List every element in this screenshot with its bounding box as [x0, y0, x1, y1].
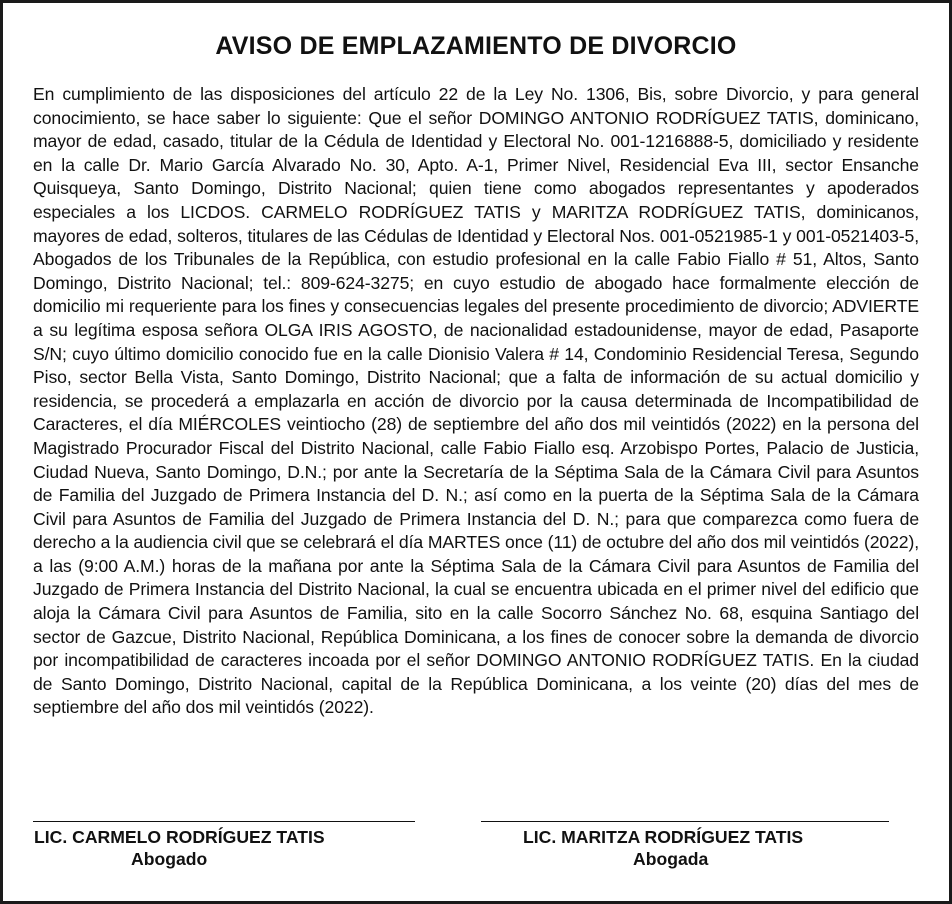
- notice-title: AVISO DE EMPLAZAMIENTO DE DIVORCIO: [215, 32, 737, 60]
- signatory-role: Abogada: [633, 849, 709, 869]
- signature-line: [33, 821, 415, 822]
- signatory-name: LIC. CARMELO RODRÍGUEZ TATIS: [34, 827, 325, 847]
- signature-block-maritza: [481, 821, 889, 870]
- signature-line: [481, 821, 889, 822]
- signatory-name: LIC. MARITZA RODRÍGUEZ TATIS: [523, 827, 804, 847]
- notice-body: En cumplimiento de las disposiciones del artículo 22 de la Ley No. 1306, Bis, sobre Divorcio, y para general conocimiento, se hace saber lo siguiente: Que el señor DOMINGO ANTONIO RODRÍGUEZ TATIS, dominicano, mayor de edad, casado, titular de la Cédula de Identidad y Electoral No. 001-1216888-5, domiciliado y residente en la calle Dr. Mario García Alvarado No. 30, Apto. A-1, Primer Nivel, Residencial Eva III, sector Ensanche Quisqueya, Santo Domingo, Distrito Nacional; quien tiene como abogados representantes y apoderados especiales a los LICDOS. CARMELO RODRÍGUEZ TATIS y MARITZA RODRÍGUEZ TATIS, dominicanos, mayores de edad, solteros, titulares de las Cédulas de Identidad y Electoral Nos. 001-0521985-1 y 001-0521403-5, Abogados de los Tribunales de la República, con estudio profesional en la calle Fabio Fiallo # 51, Altos, Santo Domingo, Distrito Nacional; tel.: 809-624-3275; en cuyo estudio de abogado hace formalmente elección de domicilio mi requeriente para los fines y consecuencias legales del presente procedimiento de divorcio; ADVIERTE a su legítima esposa señora OLGA IRIS AGOSTO, de nacionalidad estadounidense, mayor de edad, Pasaporte S/N; cuyo último domicilio conocido fue en la calle Dionisio Valera # 14, Condominio Residencial Teresa, Segundo Piso, sector Bella Vista, Santo Domingo, Distrito Nacional; que a falta de información de su actual domicilio y residencia, se procederá a emplazarla en acción de divorcio por la causa determinada de Incompatibilidad de Caracteres, el día MIÉRCOLES veintiocho (28) de septiembre del año dos mil veintidós (2022) en la persona del Magistrado Procurador Fiscal del Distrito Nacional, calle Fabio Fiallo esq. Arzobispo Portes, Palacio de Justicia, Ciudad Nueva, Santo Domingo, D.N.; por ante la Secretaría de la Séptima Sala de la Cámara Civil para Asuntos de Familia del Juzgado de Primera Instancia del D. N.; así como en la puerta de la Séptima Sala de la Cámara Civil para Asuntos de Familia del Juzgado de Primera Instancia del D. N.; para que comparezca como fuera de derecho a la audiencia civil que se celebrará el día MARTES once (11) de octubre del año dos mil veintidós (2022), a las (9:00 A.M.) horas de la mañana por ante la Séptima Sala de la Cámara Civil para Asuntos de Familia del Juzgado de Primera Instancia del Distrito Nacional, la cual se encuentra ubicada en el primer nivel del edificio que aloja la Cámara Civil para Asuntos de Familia, sito en la calle Socorro Sánchez No. 68, esquina Santiago del sector de Gazcue, Distrito Nacional, República Dominicana, a los fines de conocer sobre la demanda de divorcio por incompatibilidad de caracteres incoada por el señor DOMINGO ANTONIO RODRÍGUEZ TATIS. En la ciudad de Santo Domingo, Distrito Nacional, capital de la República Dominicana, a los veinte (20) días del mes de septiembre del año dos mil veintidós (2022).: [33, 84, 919, 718]
- signature-block-carmelo: [33, 821, 415, 870]
- signatory-role: Abogado: [131, 849, 208, 869]
